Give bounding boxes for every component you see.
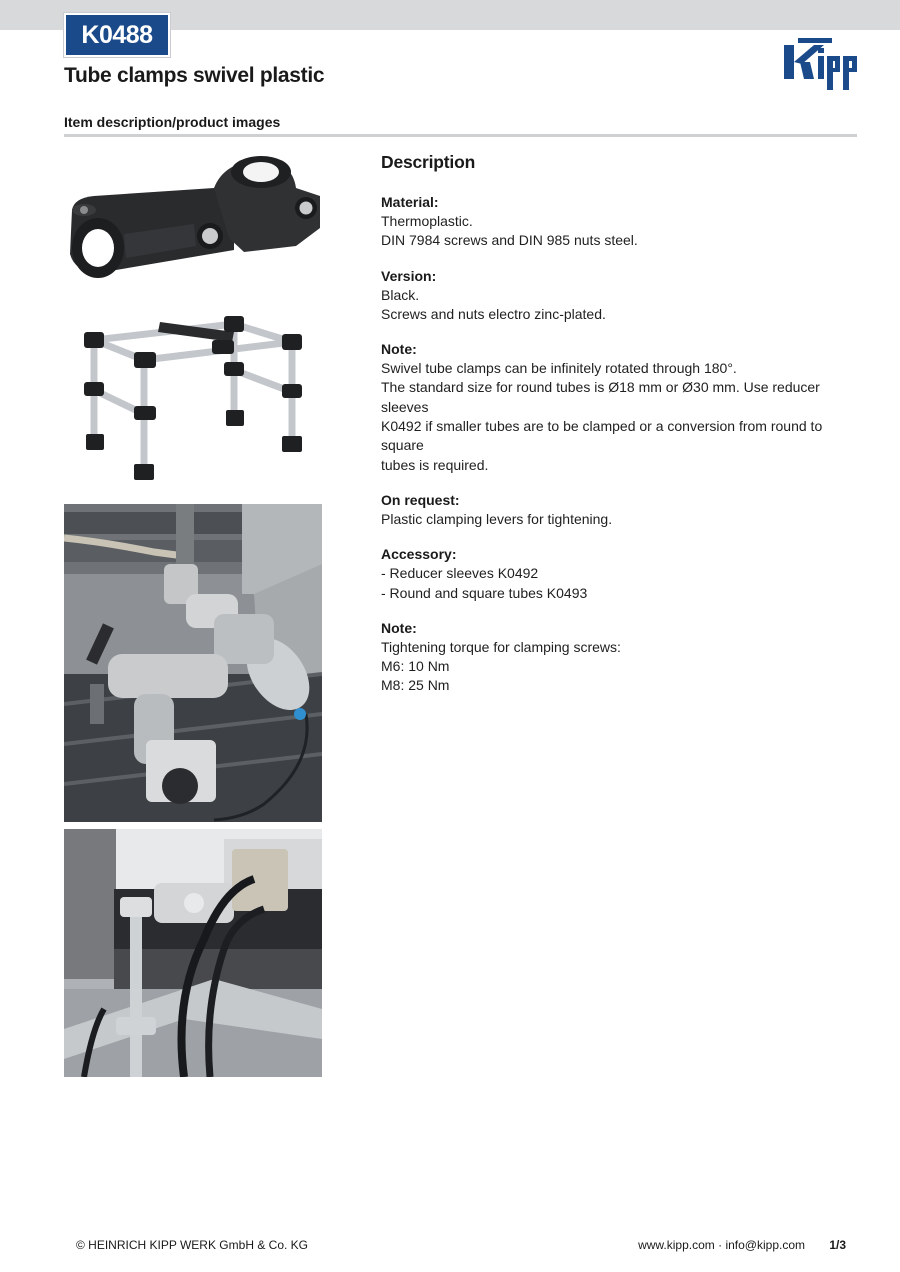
description-panel — [381, 152, 841, 712]
block-line: Tightening torque for clamping screws: — [381, 638, 621, 655]
footer-contact: www.kipp.com · info@kipp.com — [638, 1238, 805, 1252]
block-line: Swivel tube clamps can be infinitely rotated through 180°. — [381, 360, 737, 377]
material-block — [381, 193, 841, 251]
kipp-logo — [784, 38, 858, 92]
block-line: DIN 7984 screws and DIN 985 nuts steel. — [381, 232, 638, 249]
block-heading: Material: — [381, 194, 439, 210]
block-line: - Round and square tubes K0493 — [381, 584, 588, 601]
black-swivel-tube-clamp-photo — [64, 150, 322, 298]
torque-note-block — [381, 619, 841, 696]
block-heading: Note: — [381, 341, 417, 358]
block-heading: Note: — [381, 619, 417, 636]
block-line: The standard size for round tubes is Ø18 mm or Ø30 mm. Use reducer sleeves — [381, 379, 820, 415]
on-request-block — [381, 491, 841, 529]
cable-guide-application-photo — [64, 829, 322, 1077]
section-label: Item description/product images — [64, 114, 281, 130]
block-line: tubes is required. — [381, 456, 489, 473]
block-line: M6: 10 Nm — [381, 658, 450, 675]
section-divider — [64, 134, 857, 137]
block-line: K0492 if smaller tubes are to be clamped or a conversion from round to square — [381, 418, 823, 454]
block-heading: Accessory: — [381, 546, 457, 563]
block-line: M8: 25 Nm — [381, 677, 450, 694]
machine-application-photo — [64, 504, 322, 822]
note-block — [381, 340, 841, 475]
block-line: Thermoplastic. — [381, 213, 473, 229]
page-title: Tube clamps swivel plastic — [64, 64, 325, 87]
block-line: Black. — [381, 286, 420, 303]
block-heading: On request: — [381, 491, 460, 508]
product-code-badge: K0488 — [64, 13, 170, 57]
block-line: Plastic clamping levers for tightening. — [381, 510, 613, 527]
block-heading: Version: — [381, 267, 437, 284]
footer-page-number: 1/3 — [829, 1238, 846, 1252]
accessory-block — [381, 545, 841, 603]
block-line: Screws and nuts electro zinc-plated. — [381, 305, 606, 322]
block-line: - Reducer sleeves K0492 — [381, 565, 539, 582]
footer-copyright: © HEINRICH KIPP WERK GmbH & Co. KG — [76, 1238, 308, 1252]
tube-frame-assembly-photo — [64, 304, 322, 492]
description-title: Description — [381, 152, 476, 172]
version-block — [381, 267, 841, 325]
